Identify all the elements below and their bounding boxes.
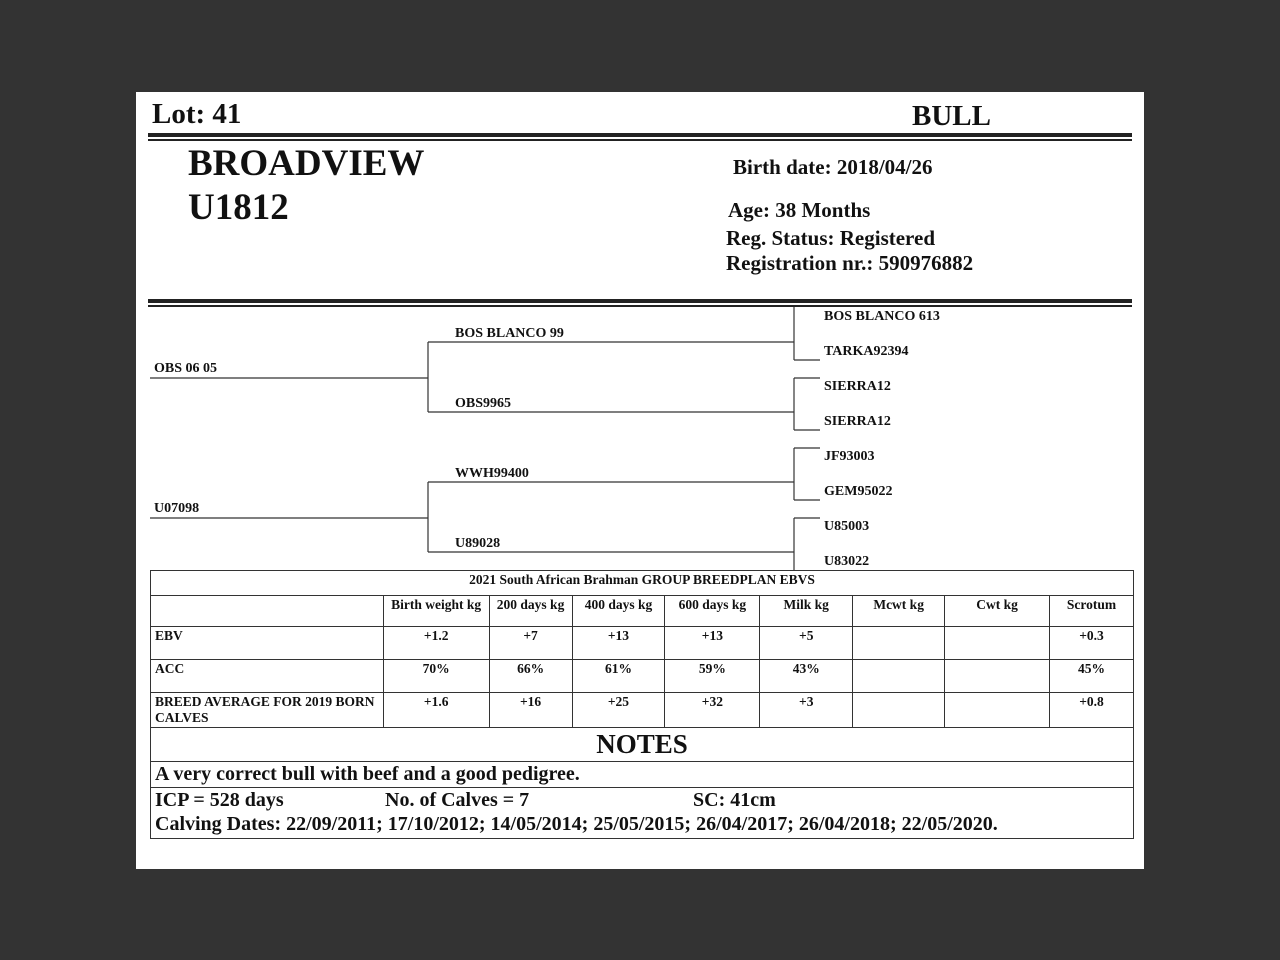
lot-number: Lot: 41 bbox=[152, 98, 242, 130]
pedigree-gg: JF93003 bbox=[824, 449, 875, 464]
scrotal-circumference: SC: 41cm bbox=[693, 789, 776, 811]
pedigree-gg: GEM95022 bbox=[824, 484, 893, 499]
ebv-col-header: 400 days kg bbox=[572, 596, 665, 627]
pedigree-gg: U85003 bbox=[824, 519, 870, 534]
table-row bbox=[151, 660, 1134, 693]
ebv-table-title: 2021 South African Brahman GROUP BREEDPLAN EBVS bbox=[151, 571, 1134, 596]
table-cell bbox=[945, 627, 1050, 660]
pedigree-sire-dam: OBS9965 bbox=[455, 396, 512, 411]
ebv-col-header: Cwt kg bbox=[945, 596, 1050, 627]
ebv-col-header: Milk kg bbox=[760, 596, 853, 627]
pedigree-gg: BOS BLANCO 613 bbox=[824, 309, 940, 324]
notes-comment: A very correct bull with beef and a good pedigree. bbox=[151, 762, 1134, 788]
table-cell: +1.6 bbox=[383, 693, 489, 728]
table-row bbox=[151, 627, 1134, 660]
table-cell: +13 bbox=[572, 627, 665, 660]
row-label: EBV bbox=[151, 627, 384, 660]
table-cell: +5 bbox=[760, 627, 853, 660]
table-cell: 70% bbox=[383, 660, 489, 693]
pedigree-lines bbox=[136, 92, 1144, 572]
ebv-col-header: Birth weight kg bbox=[383, 596, 489, 627]
animal-sex: BULL bbox=[912, 100, 991, 132]
pedigree-dam: U07098 bbox=[154, 501, 200, 516]
table-cell bbox=[853, 627, 945, 660]
pedigree-gg: U83022 bbox=[824, 554, 870, 569]
table-cell: +1.2 bbox=[383, 627, 489, 660]
notes-summary bbox=[151, 788, 1134, 839]
pedigree-gg: SIERRA12 bbox=[824, 414, 891, 429]
ebv-header-blank bbox=[151, 596, 384, 627]
pedigree-sire: OBS 06 05 bbox=[154, 361, 218, 376]
ebv-col-header: Mcwt kg bbox=[853, 596, 945, 627]
table-cell bbox=[945, 693, 1050, 728]
table-cell bbox=[853, 660, 945, 693]
pedigree-dam-sire: WWH99400 bbox=[455, 466, 529, 481]
table-cell bbox=[945, 660, 1050, 693]
table-cell: +0.8 bbox=[1049, 693, 1133, 728]
table-cell: 45% bbox=[1049, 660, 1133, 693]
table-cell: +32 bbox=[665, 693, 760, 728]
animal-name: BROADVIEW bbox=[188, 143, 425, 184]
pedigree-sire-sire: BOS BLANCO 99 bbox=[455, 326, 564, 341]
row-label: BREED AVERAGE FOR 2019 BORN CALVES bbox=[151, 693, 384, 728]
calving-dates: Calving Dates: 22/09/2011; 17/10/2012; 14/05/2014; 25/05/2015; 26/04/2017; 26/04/2018; 22/05/2020. bbox=[155, 813, 998, 835]
table-cell: +0.3 bbox=[1049, 627, 1133, 660]
ebv-col-header: 600 days kg bbox=[665, 596, 760, 627]
birth-date: Birth date: 2018/04/26 bbox=[733, 155, 933, 179]
table-cell: +13 bbox=[665, 627, 760, 660]
table-cell: 59% bbox=[665, 660, 760, 693]
lot-card bbox=[136, 92, 1144, 869]
animal-id: U1812 bbox=[188, 187, 289, 228]
table-cell: +7 bbox=[489, 627, 572, 660]
table-cell: +25 bbox=[572, 693, 665, 728]
table-cell bbox=[853, 693, 945, 728]
ebv-col-header: 200 days kg bbox=[489, 596, 572, 627]
table-cell: 61% bbox=[572, 660, 665, 693]
table-cell: +3 bbox=[760, 693, 853, 728]
row-label: ACC bbox=[151, 660, 384, 693]
ebv-col-header: Scrotum bbox=[1049, 596, 1133, 627]
table-cell: 43% bbox=[760, 660, 853, 693]
pedigree-dam-dam: U89028 bbox=[455, 536, 501, 551]
pedigree-gg: SIERRA12 bbox=[824, 379, 891, 394]
registration-number: Registration nr.: 590976882 bbox=[726, 251, 974, 275]
table-cell: 66% bbox=[489, 660, 572, 693]
age: Age: 38 Months bbox=[728, 198, 871, 222]
ebv-table bbox=[150, 570, 1134, 839]
table-cell: +16 bbox=[489, 693, 572, 728]
pedigree-gg: TARKA92394 bbox=[824, 344, 909, 359]
reg-status: Reg. Status: Registered bbox=[726, 226, 935, 250]
icp: ICP = 528 days bbox=[155, 789, 284, 811]
table-row bbox=[151, 693, 1134, 728]
number-of-calves: No. of Calves = 7 bbox=[385, 789, 530, 811]
notes-heading: NOTES bbox=[151, 728, 1134, 762]
